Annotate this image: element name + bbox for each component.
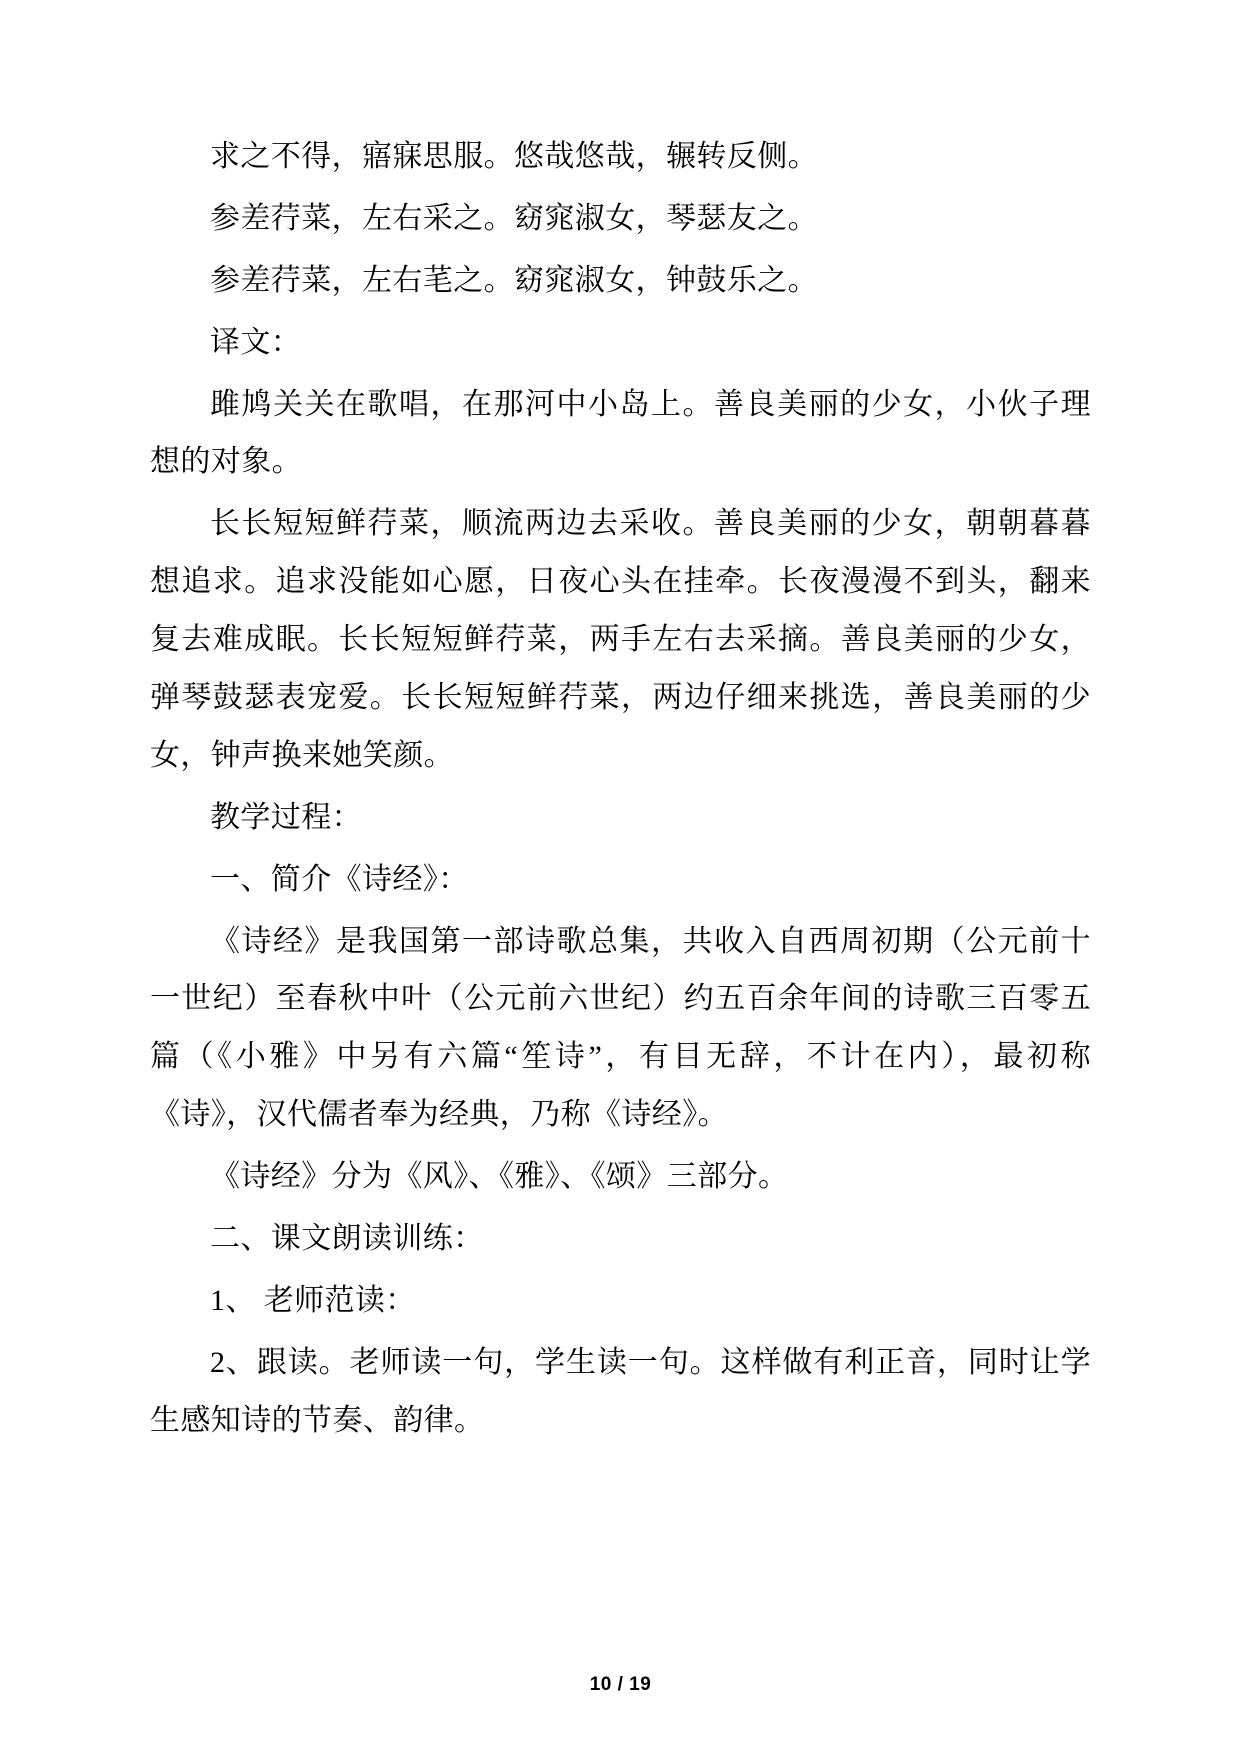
paragraph: 1、 老师范读： [210, 1283, 416, 1317]
paragraph: 一、简介《诗经》： [210, 862, 469, 896]
paragraph: 长长短短鲜荇菜，顺流两边去采收。善良美丽的少女，朝朝暮暮想追求。追求没能如心愿，日夜心头在挂牵。长夜漫漫不到头，翻来复去难成眠。长长短短鲜荇菜，两手左右去采摘。善良美丽的少女，弹琴鼓瑟表宠爱。长长短短鲜荇菜，两边仔细来挑选，善良美丽的少女，钟声换来她笑颜。 [150, 507, 1091, 772]
paragraph: 求之不得，寤寐思服。悠哉悠哉，辗转反侧。 [210, 140, 818, 173]
paragraph: 2、跟读。老师读一句，学生读一句。这样做有利正音，同时让学生感知诗的节奏、韵律。 [150, 1345, 1091, 1437]
paragraph: 《诗经》分为《风》、《雅》、《颂》三部分。 [210, 1160, 789, 1194]
paragraph: 教学过程： [210, 800, 362, 834]
paragraph: 参差荇菜，左右采之。窈窕淑女，琴瑟友之。 [210, 201, 818, 235]
paragraph: 译文： [210, 325, 302, 359]
page-number: 10 / 19 [589, 1674, 652, 1695]
paragraph: 雎鸠关关在歌唱，在那河中小岛上。善良美丽的少女，小伙子理想的对象。 [150, 387, 1091, 479]
paragraph: 参差荇菜，左右芼之。窈窕淑女，钟鼓乐之。 [210, 263, 818, 297]
paragraph: 二、课文朗读训练： [210, 1222, 484, 1256]
paragraph: 《诗经》是我国第一部诗歌总集，共收入自西周初期（公元前十一世纪）至春秋中叶（公元前六世纪）约五百余年间的诗歌三百零五篇（《小雅》中另有六篇“笙诗”，有目无辞，不计在内），最初称《诗》，汉代儒者奉为经典，乃称《诗经》。 [150, 924, 1091, 1132]
document-body [150, 128, 1091, 1450]
